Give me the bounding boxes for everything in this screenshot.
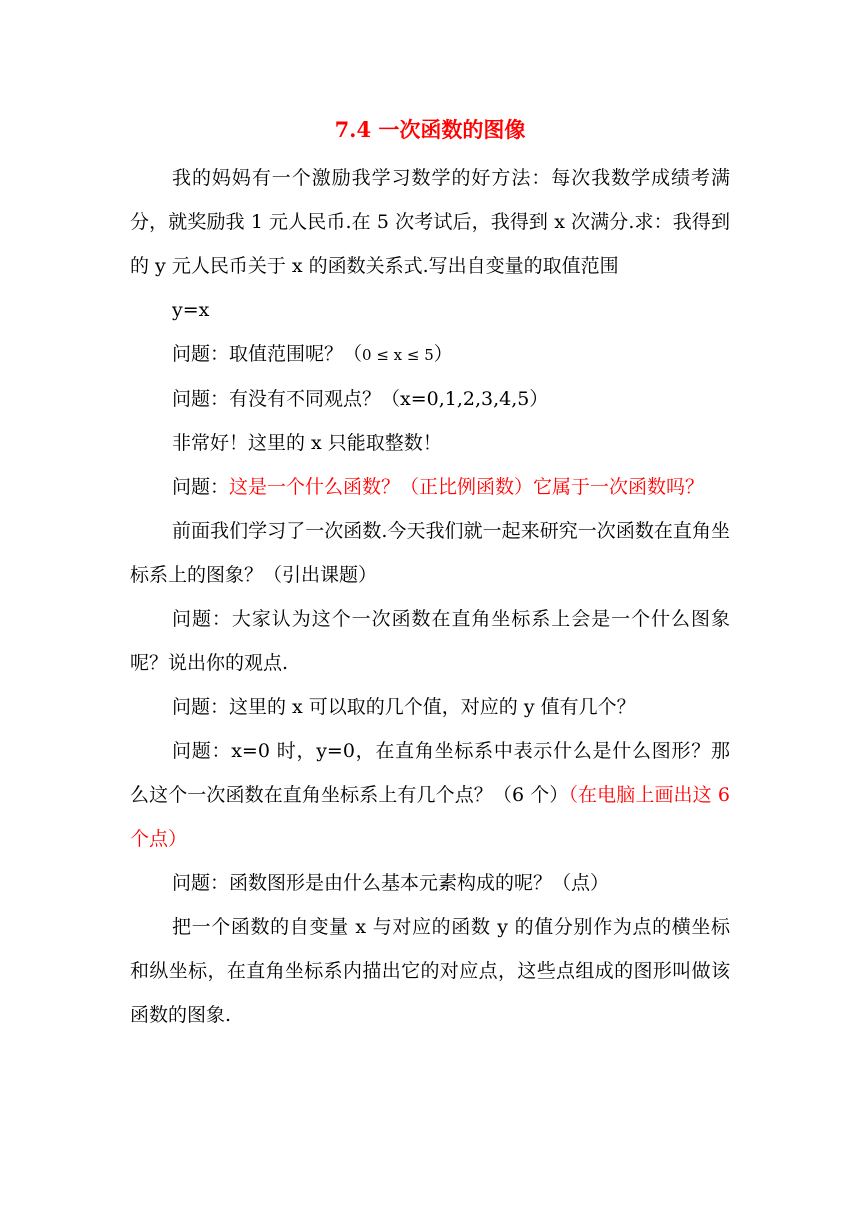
paragraph-values-question: 问题：这里的 x 可以取的几个值，对应的 y 值有几个？	[172, 696, 636, 718]
function-type-label: 问题：	[172, 476, 230, 498]
paragraph-graph-question: 问题：大家认为这个一次函数在直角坐标系上会是一个什么图象呢？说出你的观点.	[130, 608, 730, 674]
paragraph-lesson-intro: 前面我们学习了一次函数.今天我们就一起来研究一次函数在直角坐标系上的图象？（引出课题）	[130, 520, 730, 586]
paragraph-intro: 我的妈妈有一个激励我学习数学的好方法：每次我数学成绩考满分，就奖励我 1 元人民币.在 5 次考试后，我得到 x 次满分.求：我得到的 y 元人民币关于 x 的函数关系式.写出自变量的取值范围	[130, 167, 730, 277]
points-question-highlight: （在电脑上画出这 6 个点）	[130, 784, 730, 850]
paragraph-elements-question: 问题：函数图形是由什么基本元素构成的呢？（点）	[172, 872, 610, 894]
paragraph-range-question	[130, 332, 730, 377]
range-question-text: 问题：取值范围呢？（	[172, 343, 363, 365]
paragraph-formula: y=x	[172, 299, 210, 321]
paragraph-definition: 把一个函数的自变量 x 与对应的函数 y 的值分别作为点的横坐标和纵坐标，在直角坐标系内描出它的对应点，这些点组成的图形叫做该函数的图象.	[130, 916, 730, 1026]
paragraph-viewpoint-question: 问题：有没有不同观点？（x=0,1,2,3,4,5）	[172, 388, 549, 410]
range-question-close: ）	[433, 343, 453, 365]
paragraph-points-question	[130, 729, 730, 861]
points-question-text: 问题：x=0 时，y=0，在直角坐标系中表示什么是什么图形？那么这个一次函数在直角坐标系上有几个点？（6 个）	[130, 740, 730, 806]
function-type-highlight: 这是一个什么函数？（正比例函数）它属于一次函数吗？	[229, 476, 705, 498]
page-title: 7.4 一次函数的图像	[334, 117, 526, 142]
paragraph-integer-note: 非常好！这里的 x 只能取整数！	[172, 432, 442, 454]
document-page	[130, 112, 730, 1037]
range-inequality: 0 ≤ x ≤ 5	[362, 346, 434, 364]
paragraph-function-type-question	[130, 465, 730, 509]
